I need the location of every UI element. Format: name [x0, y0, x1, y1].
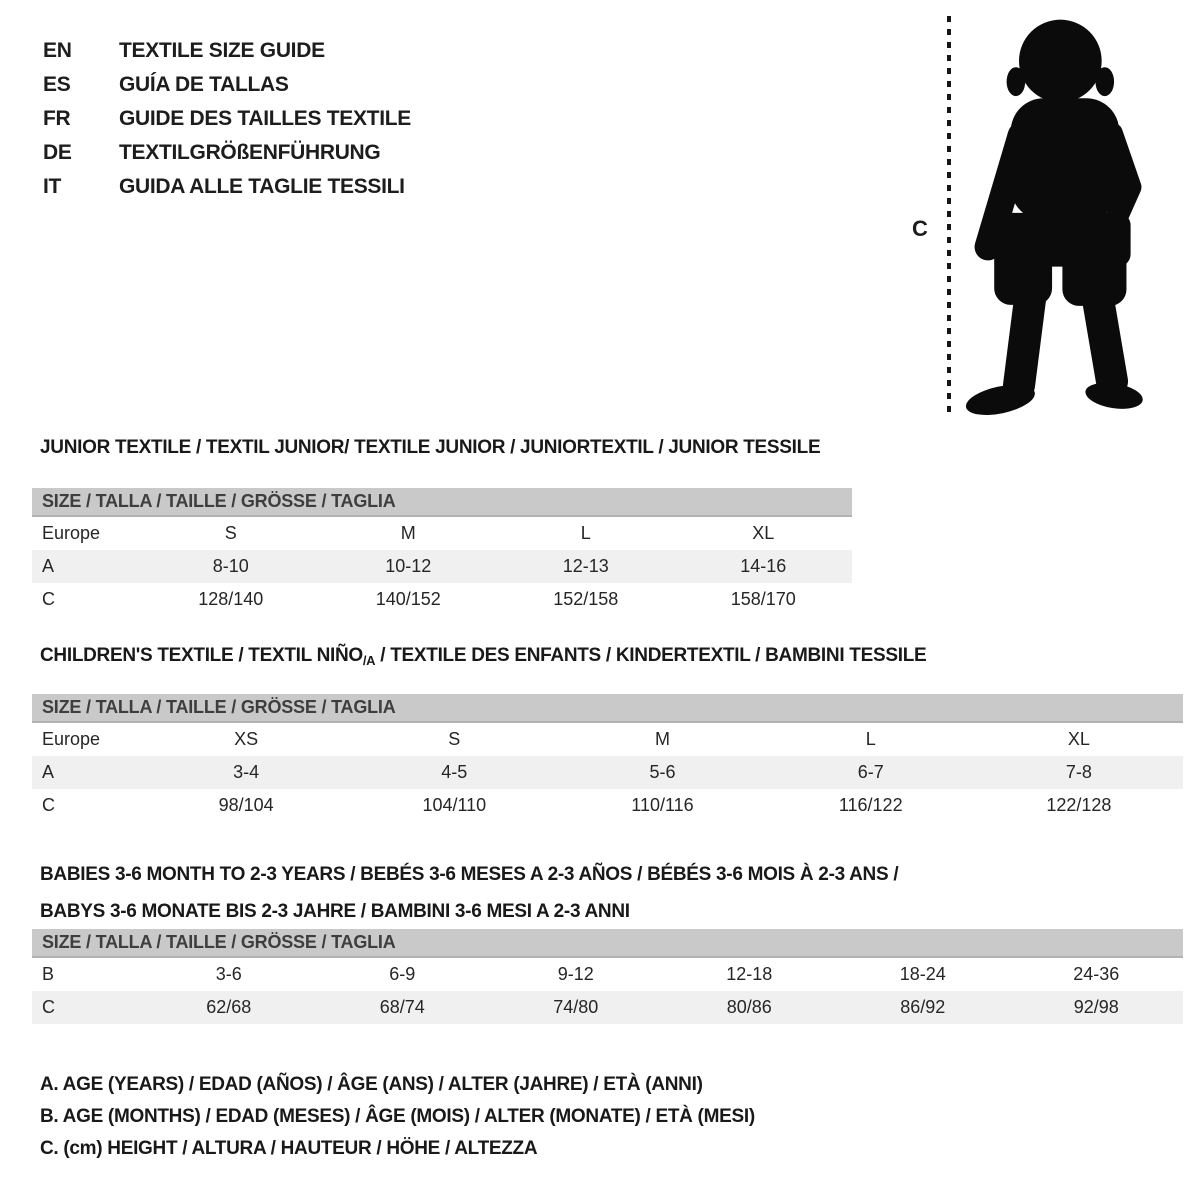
language-code: DE [43, 141, 72, 164]
table-cell: 18-24 [899, 964, 946, 984]
table-header: SIZE / TALLA / TAILLE / GRÖSSE / TAGLIA [32, 694, 1183, 723]
table-cell: M [655, 729, 670, 749]
babies-size-table [32, 929, 1183, 1024]
table-cell: 128/140 [198, 589, 264, 609]
language-row-it [43, 170, 411, 204]
table-cell: 5-6 [649, 762, 676, 782]
height-dashed-line [947, 16, 951, 416]
table-cell: XS [234, 729, 259, 749]
table-cell: 3-6 [215, 964, 242, 984]
babies-section-heading [40, 856, 898, 930]
table-header: SIZE / TALLA / TAILLE / GRÖSSE / TAGLIA [32, 488, 852, 517]
table-cell: 116/122 [838, 795, 903, 815]
language-label: TEXTILE SIZE GUIDE [119, 39, 325, 62]
table-cell: 24-36 [1073, 964, 1120, 984]
table-row-age-months [32, 958, 1183, 991]
table-cell: 62/68 [206, 997, 252, 1017]
table-row-height [32, 789, 1183, 822]
legend-line-a: A. AGE (YEARS) / EDAD (AÑOS) / ÂGE (ANS) / ALTER (JAHRE) / ETÀ (ANNI) [40, 1074, 703, 1095]
children-section-heading [40, 645, 926, 668]
row-label: C [42, 589, 55, 609]
table-cell: XL [752, 523, 775, 543]
table-cell: XL [1067, 729, 1090, 749]
row-label: A [42, 762, 55, 782]
table-row-age [32, 756, 1183, 789]
table-header: SIZE / TALLA / TAILLE / GRÖSSE / TAGLIA [32, 929, 1183, 958]
table-row-europe [32, 723, 1183, 756]
table-cell: 6-7 [857, 762, 884, 782]
toddler-silhouette-icon [957, 13, 1143, 419]
table-cell: 158/170 [730, 589, 796, 609]
table-cell: 92/98 [1073, 997, 1119, 1017]
table-cell: 12-18 [726, 964, 773, 984]
language-label: GUÍA DE TALLAS [119, 73, 289, 96]
legend-line-c: C. (cm) HEIGHT / ALTURA / HAUTEUR / HÖHE / ALTEZZA [40, 1138, 538, 1159]
children-size-table [32, 694, 1183, 822]
height-measure-label: C [912, 216, 928, 241]
table-cell: L [580, 523, 591, 543]
row-label: Europe [42, 523, 101, 543]
table-cell: 14-16 [740, 556, 787, 576]
row-label: Europe [42, 729, 101, 749]
table-cell: 7-8 [1065, 762, 1092, 782]
legend-line-b: B. AGE (MONTHS) / EDAD (MESES) / ÂGE (MOIS) / ALTER (MONATE) / ETÀ (MESI) [40, 1106, 755, 1127]
table-row-age [32, 550, 852, 583]
row-label: C [42, 997, 55, 1017]
junior-section-heading: JUNIOR TEXTILE / TEXTIL JUNIOR/ TEXTILE JUNIOR / JUNIORTEXTIL / JUNIOR TESSILE [40, 437, 821, 458]
table-cell: 9-12 [557, 964, 594, 984]
language-code: FR [43, 107, 71, 130]
table-cell: 110/116 [631, 795, 694, 815]
table-cell: 3-4 [233, 762, 260, 782]
table-row-height [32, 583, 852, 616]
table-cell: 74/80 [553, 997, 599, 1017]
language-code: EN [43, 39, 72, 62]
table-cell: 4-5 [441, 762, 468, 782]
table-cell: 104/110 [422, 795, 487, 815]
row-label: A [42, 556, 55, 576]
table-cell: 80/86 [726, 997, 772, 1017]
babies-heading-line-1: BABIES 3-6 MONTH TO 2-3 YEARS / BEBÉS 3-6 MESES A 2-3 AÑOS / BÉBÉS 3-6 MOIS À 2-3 ANS / [40, 864, 899, 885]
row-label: C [42, 795, 55, 815]
table-cell: 12-13 [562, 556, 609, 576]
table-cell: 122/128 [1046, 795, 1112, 815]
table-cell: L [865, 729, 876, 749]
language-list [43, 34, 411, 204]
language-row-en [43, 34, 411, 68]
table-row-height [32, 991, 1183, 1024]
table-row-europe [32, 517, 852, 550]
heading-text: CHILDREN'S TEXTILE / TEXTIL NIÑO [40, 645, 363, 666]
table-cell: S [224, 523, 237, 543]
heading-subscript: /A [362, 653, 376, 668]
table-cell: 86/92 [900, 997, 946, 1017]
table-cell: 140/152 [375, 589, 441, 609]
measurement-legend [40, 1074, 755, 1170]
table-cell: M [400, 523, 416, 543]
language-row-fr [43, 102, 411, 136]
babies-heading-line-2: BABYS 3-6 MONATE BIS 2-3 JAHRE / BAMBINI 3-6 MESI A 2-3 ANNI [40, 901, 630, 922]
table-cell: 8-10 [212, 556, 249, 576]
table-cell: 98/104 [218, 795, 274, 815]
language-label: TEXTILGRÖßENFÜHRUNG [119, 141, 381, 164]
language-row-es [43, 68, 411, 102]
junior-size-table [32, 488, 852, 616]
heading-text: / TEXTILE DES ENFANTS / KINDERTEXTIL / BAMBINI TESSILE [375, 645, 927, 666]
language-label: GUIDE DES TAILLES TEXTILE [119, 107, 411, 130]
table-cell: 6-9 [389, 964, 416, 984]
table-cell: 152/158 [553, 589, 619, 609]
row-label: B [42, 964, 55, 984]
table-cell: 10-12 [385, 556, 432, 576]
table-cell: S [448, 729, 461, 749]
language-label: GUIDA ALLE TAGLIE TESSILI [119, 175, 405, 198]
language-code: ES [43, 73, 71, 96]
language-code: IT [43, 175, 62, 198]
table-cell: 68/74 [379, 997, 425, 1017]
language-row-de [43, 136, 411, 170]
